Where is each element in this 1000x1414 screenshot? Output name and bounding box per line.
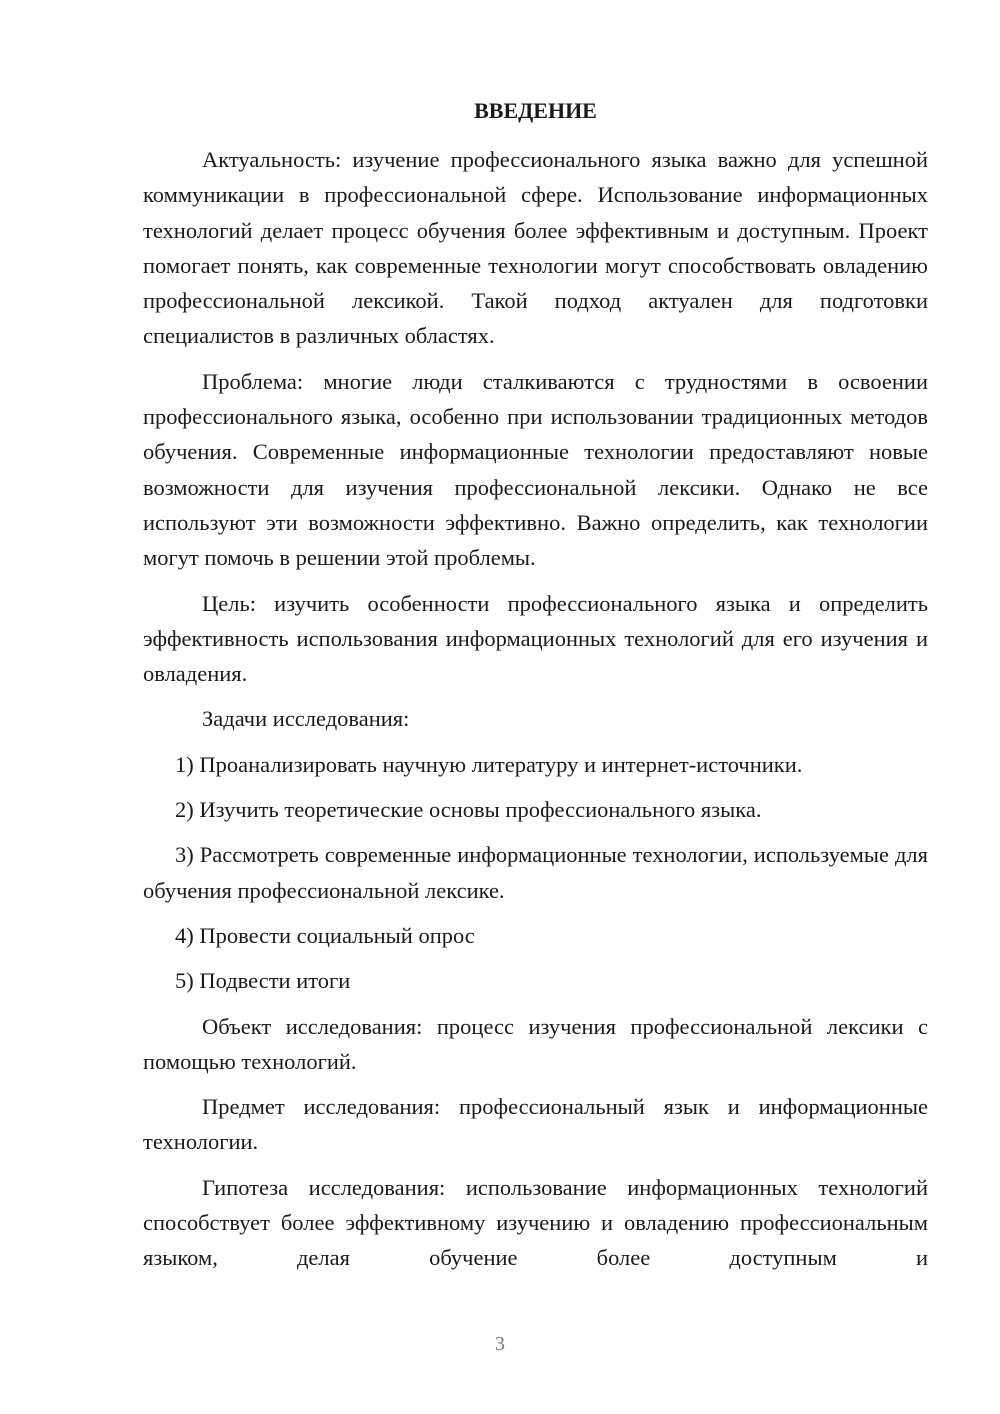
task-item-2: 2) Изучить теоретические основы профессионального языка. <box>175 797 762 823</box>
paragraph-subject: Предмет исследования: профессиональный язык и информационные технологии. <box>143 1094 928 1155</box>
page-title: ВВЕДЕНИЕ <box>474 98 597 123</box>
document-body <box>143 142 928 1276</box>
page-number: 3 <box>495 1333 505 1355</box>
paragraph-goal: Цель: изучить особенности профессионального языка и определить эффективность использования информационных технологий для его изучения и овладения. <box>143 590 928 687</box>
paragraph-tasks-heading: Задачи исследования: <box>202 706 410 732</box>
paragraph-problem: Проблема: многие люди сталкиваются с трудностями в освоении профессионального языка, особенно при использовании традиционных методов обучения. Современные информационные технологии предоставляют новые возможности для изучения профессиональной лексики. Однако не все используют эти возможности эффективно. Важно определить, как технологии могут помочь в решении этой проблемы. <box>143 368 928 571</box>
paragraph-hypothesis: Гипотеза исследования: использование информационных технологий способствует более эффективному изучению и овладению профессиональным языком, делая обучение более доступным и <box>143 1174 928 1271</box>
paragraph-relevance: Актуальность: изучение профессионального языка важно для успешной коммуникации в профессиональной сфере. Использование информационных технологий делает процесс обучения более эффективным и доступным. Проект помогает понять, как современные технологии могут способствовать овладению профессиональной лексикой. Такой подход актуален для подготовки специалистов в различных областях. <box>143 147 928 349</box>
task-item-5: 5) Подвести итоги <box>175 968 351 994</box>
task-item-3: 3) Рассмотреть современные информационные технологии, используемые для обучения профессиональной лексике. <box>143 842 928 903</box>
task-item-1: 1) Проанализировать научную литературу и интернет-источники. <box>175 751 803 777</box>
paragraph-object: Объект исследования: процесс изучения профессиональной лексики с помощью технологий. <box>143 1013 928 1074</box>
task-item-4: 4) Провести социальный опрос <box>175 922 475 948</box>
